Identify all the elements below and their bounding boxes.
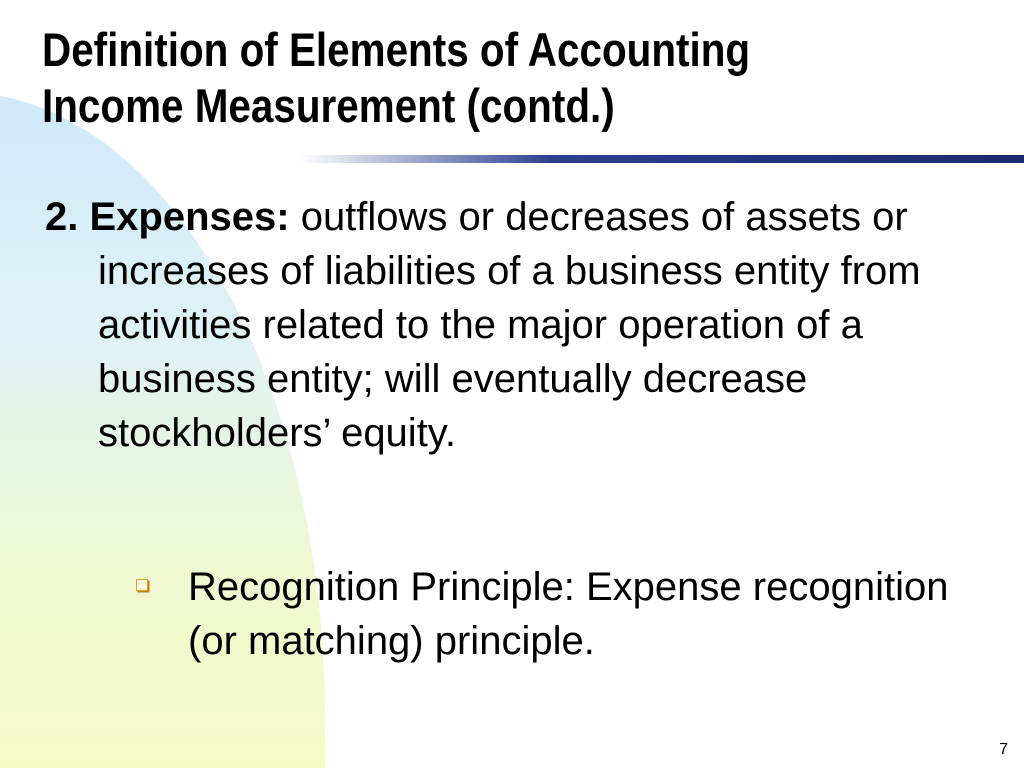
sub-bullet-text: Recognition Principle: Expense recognition (or matching) principle. bbox=[188, 565, 949, 663]
slide-title-line-1: Definition of Elements of Accounting bbox=[42, 23, 751, 76]
sub-bullet-item bbox=[136, 560, 976, 668]
definition-item bbox=[45, 190, 985, 460]
definition-item-label: 2. Expenses: bbox=[45, 195, 290, 239]
slide-body bbox=[45, 190, 985, 460]
page-number: 7 bbox=[999, 741, 1008, 758]
title-divider-rule bbox=[300, 155, 1024, 163]
slide-title bbox=[42, 22, 868, 134]
slide-title-line-2: Income Measurement (contd.) bbox=[42, 79, 615, 132]
hollow-square-bullet-icon bbox=[136, 579, 148, 591]
definition-item-text: outflows or decreases of assets or increases of liabilities of a business entity from activities related to the major operation of a business entity; will eventually decrease stockholders’ equity. bbox=[98, 195, 921, 455]
